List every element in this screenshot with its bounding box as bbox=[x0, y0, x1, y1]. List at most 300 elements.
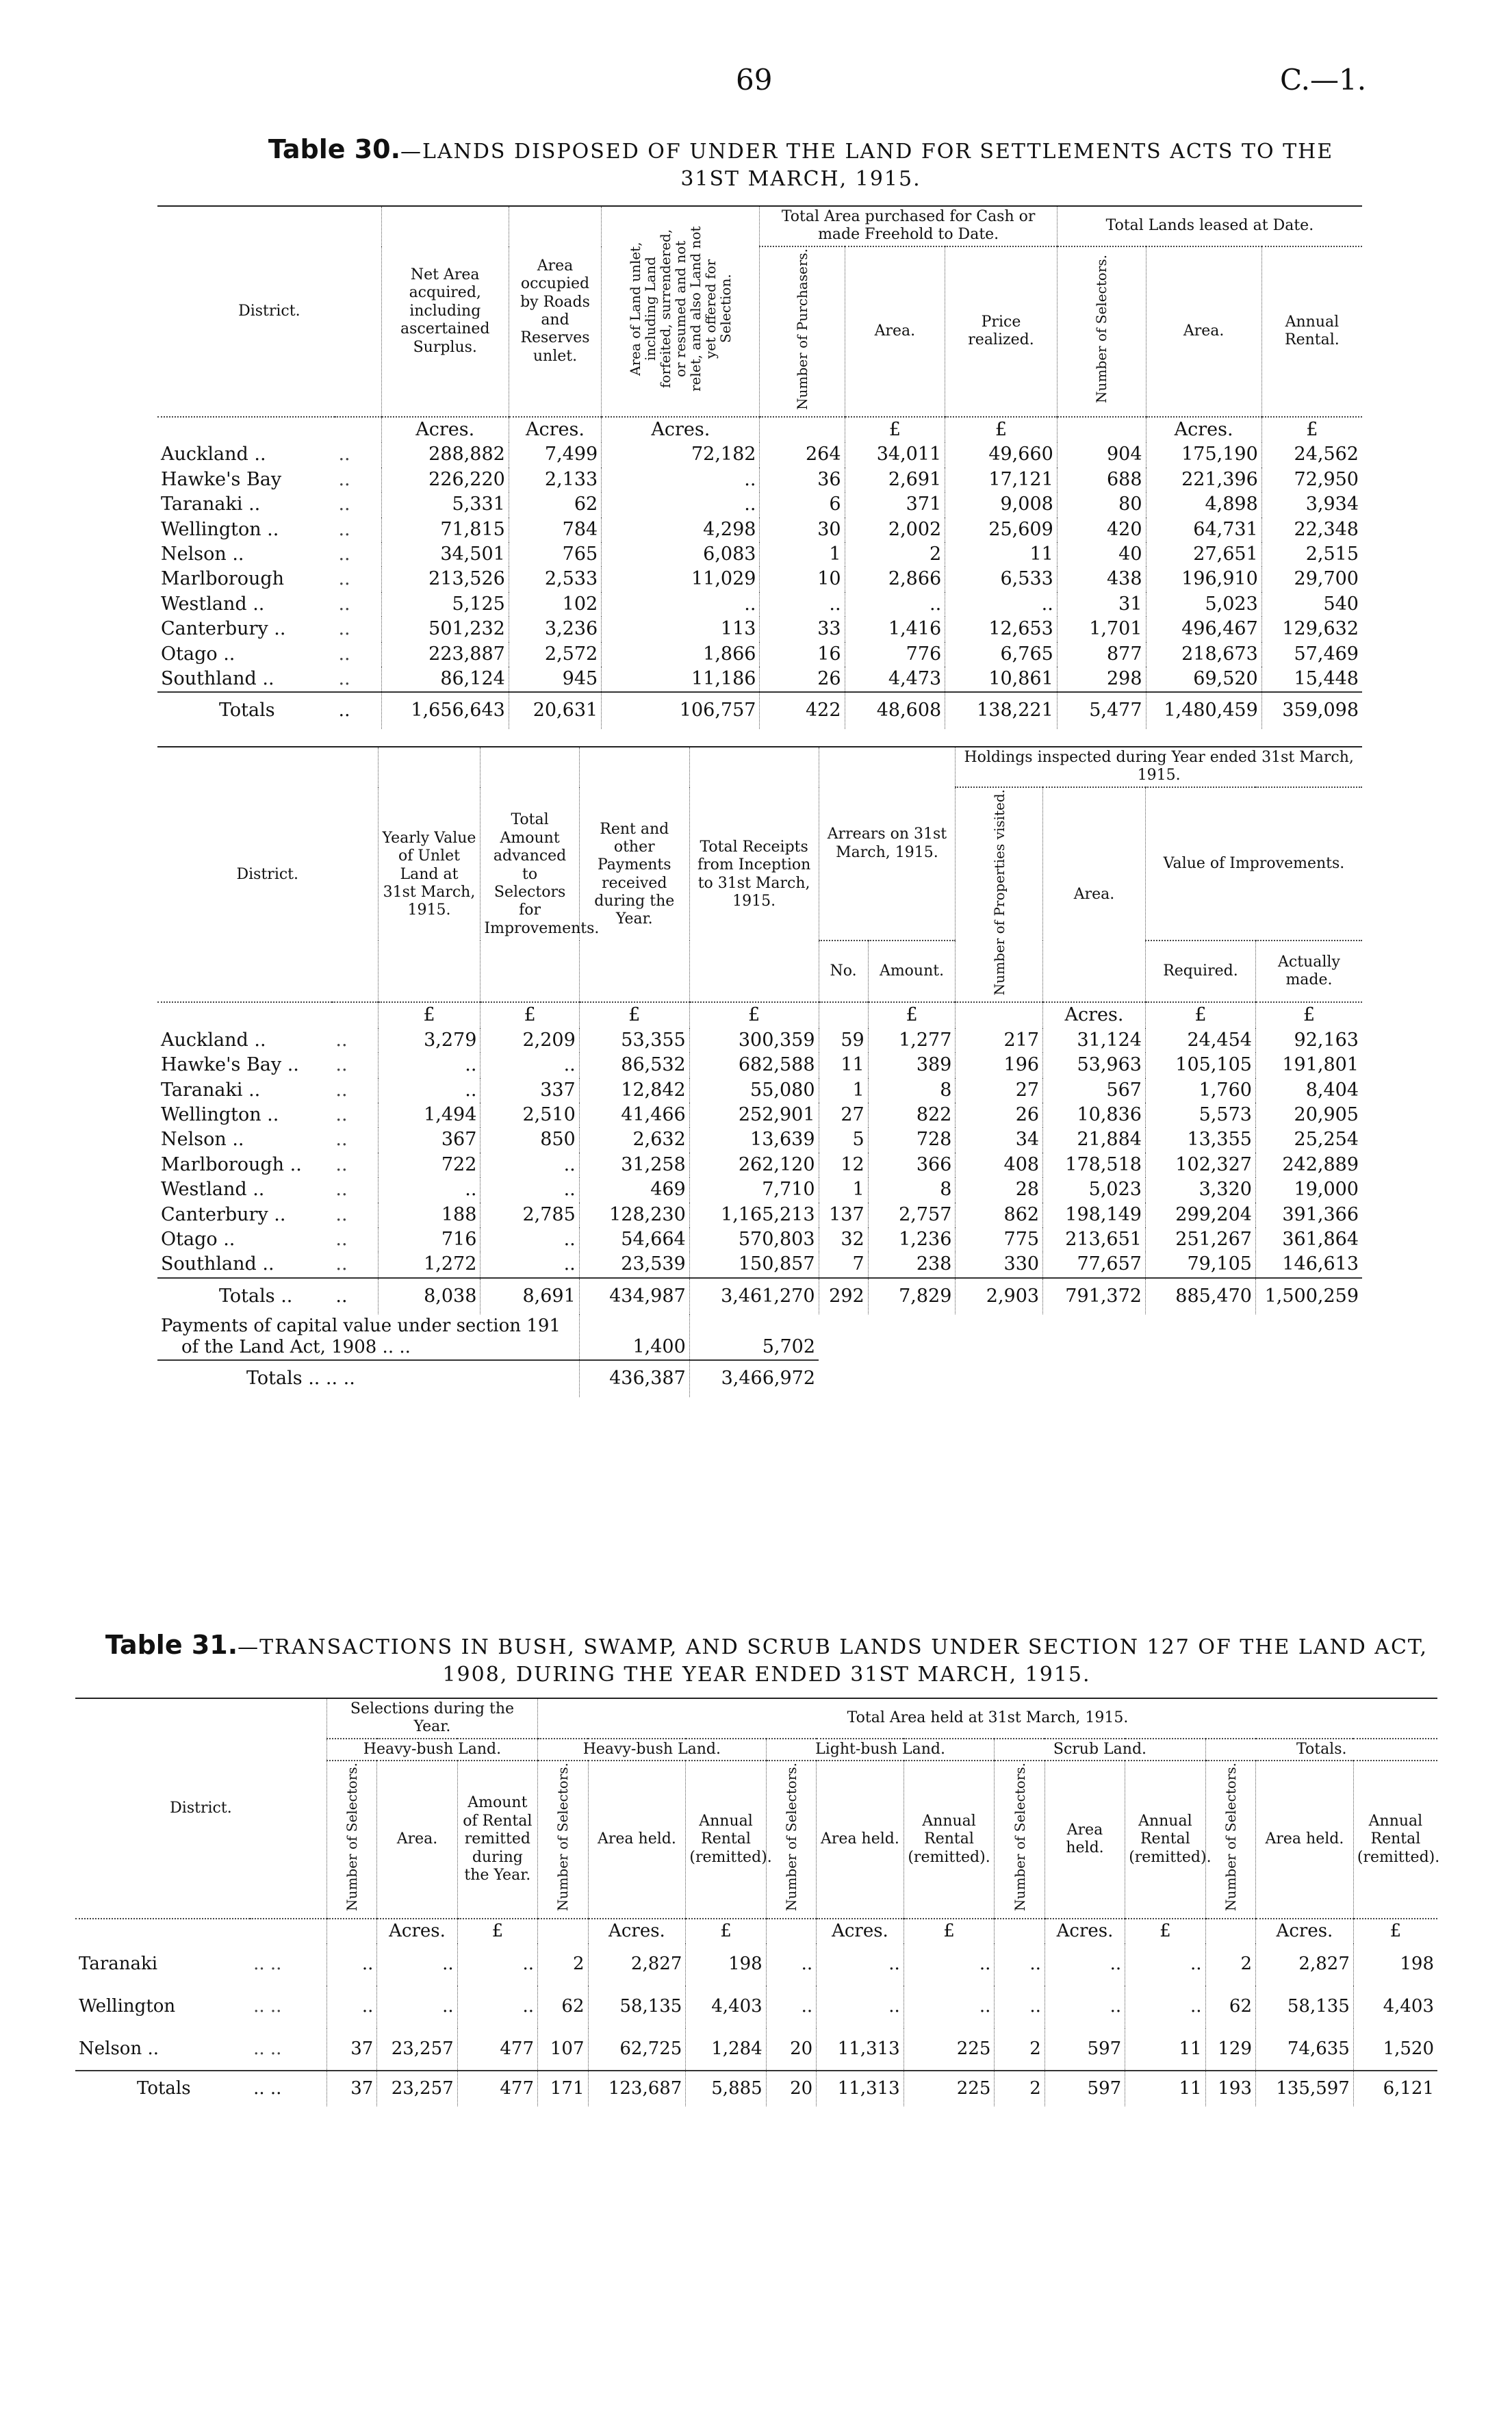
unit-label bbox=[326, 1919, 376, 1943]
col-receipts: Total Receipts from Inception to 31st March, 1915. bbox=[689, 747, 819, 1002]
unit-label: £ bbox=[868, 1002, 956, 1027]
table-cell: .. bbox=[480, 1153, 579, 1177]
table-cell: .. bbox=[995, 1986, 1045, 2028]
total-cell: 23,257 bbox=[377, 2071, 457, 2106]
table-cell: .. bbox=[480, 1177, 579, 1202]
table-cell: .. bbox=[602, 592, 760, 617]
page-number: 69 bbox=[736, 63, 773, 97]
col-selectors-3: Number of Selectors. bbox=[766, 1761, 816, 1918]
table-cell: 72,182 bbox=[602, 442, 760, 467]
leader-dots: .. bbox=[335, 1179, 348, 1201]
table-cell: 361,864 bbox=[1255, 1227, 1362, 1252]
total-cell: 477 bbox=[457, 2071, 537, 2106]
table-row bbox=[157, 1153, 1362, 1177]
unit-label: £ bbox=[1353, 1919, 1437, 1943]
table-row bbox=[157, 517, 1362, 542]
district-name: Auckland .. bbox=[161, 444, 266, 465]
table-cell: 21,884 bbox=[1043, 1127, 1146, 1152]
district-name: Wellington .. bbox=[161, 1103, 279, 1125]
district-name: Otago .. bbox=[161, 643, 235, 665]
group-totals: Totals. bbox=[1205, 1739, 1437, 1761]
table-cell: 40 bbox=[1057, 542, 1146, 567]
table-cell: 11,186 bbox=[602, 667, 760, 692]
leader-dots: .. bbox=[338, 494, 350, 515]
unit-label: Acres. bbox=[381, 417, 509, 442]
table-cell: 13,639 bbox=[689, 1127, 819, 1152]
col-arrears-no: No. bbox=[819, 941, 868, 1002]
table-cell: 298 bbox=[1057, 667, 1146, 692]
table-cell: 2,632 bbox=[579, 1127, 689, 1152]
table-cell: 2,209 bbox=[480, 1028, 579, 1053]
table-cell: 198 bbox=[1353, 1943, 1437, 1986]
table-cell: 408 bbox=[956, 1153, 1043, 1177]
table-cell: 27 bbox=[819, 1103, 868, 1127]
col-leased-area: Area. bbox=[1146, 246, 1261, 417]
table-cell: 6,533 bbox=[945, 567, 1058, 591]
table-cell: .. bbox=[766, 1986, 816, 2028]
units-row bbox=[157, 1002, 1362, 1027]
table-cell: 225 bbox=[904, 2028, 995, 2071]
table-31-title bbox=[82, 1629, 1451, 1687]
table-cell: 264 bbox=[760, 442, 845, 467]
leader-dots: .. bbox=[335, 1079, 348, 1101]
district-name: Hawke's Bay bbox=[161, 468, 282, 490]
district-name: Canterbury .. bbox=[161, 1203, 286, 1225]
col-area-held-2: Area held. bbox=[588, 1761, 686, 1918]
table-cell: 41,466 bbox=[579, 1103, 689, 1127]
table-cell: 4,403 bbox=[686, 1986, 766, 2028]
table-cell: 904 bbox=[1057, 442, 1146, 467]
table-cell: 62,725 bbox=[588, 2028, 686, 2071]
table-cell: 11 bbox=[945, 542, 1058, 567]
unit-label: Acres. bbox=[588, 1919, 686, 1943]
table-cell: 300,359 bbox=[689, 1028, 819, 1053]
col-unlet: Area of Land unlet, including Land forfeited, surrendered, or resumed and not relet, and also Land not yet offered for Selection. bbox=[602, 206, 760, 417]
table-cell: 8 bbox=[868, 1177, 956, 1202]
table-cell: 23,539 bbox=[579, 1252, 689, 1277]
group-selections: Selections during the Year. bbox=[326, 1698, 537, 1739]
table-cell: 102 bbox=[509, 592, 601, 617]
table-cell: 86,532 bbox=[579, 1053, 689, 1077]
grand-totals-label: Totals .. .. .. bbox=[157, 1360, 579, 1396]
table-cell: 11,313 bbox=[817, 2028, 904, 2071]
table-cell: 102,327 bbox=[1145, 1153, 1255, 1177]
grand-totals-receipts: 3,466,972 bbox=[689, 1360, 819, 1396]
table-row bbox=[157, 1252, 1362, 1277]
table-cell: 27,651 bbox=[1146, 542, 1261, 567]
leader-dots: .. bbox=[338, 618, 350, 640]
total-cell: 106,757 bbox=[602, 692, 760, 728]
table-row bbox=[157, 1203, 1362, 1227]
table-row bbox=[157, 1103, 1362, 1127]
table-cell: 178,518 bbox=[1043, 1153, 1146, 1177]
table-cell: 36 bbox=[760, 468, 845, 492]
leader-dots: .. bbox=[335, 1228, 348, 1250]
total-cell: 6,121 bbox=[1353, 2071, 1437, 2106]
table-cell: 34,011 bbox=[845, 442, 945, 467]
table-cell: 10,861 bbox=[945, 667, 1058, 692]
table-cell: .. bbox=[457, 1943, 537, 1986]
total-cell: 138,221 bbox=[945, 692, 1058, 728]
table-cell: 330 bbox=[956, 1252, 1043, 1277]
table-cell: 129,632 bbox=[1261, 617, 1362, 641]
table-cell: 146,613 bbox=[1255, 1252, 1362, 1277]
table-cell: 20 bbox=[766, 2028, 816, 2071]
table-cell: 7,710 bbox=[689, 1177, 819, 1202]
table-cell: 27 bbox=[956, 1078, 1043, 1103]
table-cell: 20,905 bbox=[1255, 1103, 1362, 1127]
table-cell: 107 bbox=[538, 2028, 588, 2071]
total-cell: 2,903 bbox=[956, 1278, 1043, 1314]
table-cell: 3,934 bbox=[1261, 492, 1362, 517]
col-inspected-area: Area. bbox=[1043, 787, 1146, 1003]
table-cell: 5,125 bbox=[381, 592, 509, 617]
table-cell: 226,220 bbox=[381, 468, 509, 492]
table-row bbox=[157, 1227, 1362, 1252]
table-cell: 72,950 bbox=[1261, 468, 1362, 492]
table-cell: 5,023 bbox=[1043, 1177, 1146, 1202]
table-row bbox=[75, 2028, 1437, 2071]
col-district: District. bbox=[157, 206, 381, 417]
table-cell: 1,236 bbox=[868, 1227, 956, 1252]
total-cell: 48,608 bbox=[845, 692, 945, 728]
unit-label: Acres. bbox=[602, 417, 760, 442]
table-cell: .. bbox=[766, 1943, 816, 1986]
table-cell: 5,331 bbox=[381, 492, 509, 517]
unit-label bbox=[760, 417, 845, 442]
table-30-title-line2: 31ST MARCH, 1915. bbox=[680, 166, 921, 191]
table-cell: 850 bbox=[480, 1127, 579, 1152]
table-cell: .. bbox=[760, 592, 845, 617]
unit-label: Acres. bbox=[1146, 417, 1261, 442]
col-selectors-1: Number of Selectors. bbox=[326, 1761, 376, 1918]
leader-dots: .. bbox=[335, 1203, 348, 1225]
table-cell: 113 bbox=[602, 617, 760, 641]
payments-receipts: 5,702 bbox=[689, 1314, 819, 1360]
table-cell: 2,133 bbox=[509, 468, 601, 492]
table-cell: 477 bbox=[457, 2028, 537, 2071]
table-cell: 188 bbox=[378, 1203, 480, 1227]
district-name: Westland .. bbox=[161, 593, 265, 615]
table-cell: 469 bbox=[579, 1177, 689, 1202]
total-cell: 11,313 bbox=[817, 2071, 904, 2106]
table-cell: 62 bbox=[538, 1986, 588, 2028]
total-cell: 5,477 bbox=[1057, 692, 1146, 728]
table-cell: 337 bbox=[480, 1078, 579, 1103]
table-cell: .. bbox=[845, 592, 945, 617]
total-cell: 434,987 bbox=[579, 1278, 689, 1314]
district-name: Nelson .. bbox=[161, 543, 244, 565]
group-light-bush: Light-bush Land. bbox=[766, 1739, 995, 1761]
table-cell: .. bbox=[817, 1943, 904, 1986]
table-cell: .. bbox=[904, 1943, 995, 1986]
table-cell: 86,124 bbox=[381, 667, 509, 692]
table-cell: 822 bbox=[868, 1103, 956, 1127]
table-cell: .. bbox=[378, 1177, 480, 1202]
totals-row bbox=[75, 2071, 1437, 2106]
table-cell: 2,691 bbox=[845, 468, 945, 492]
table-row bbox=[157, 442, 1362, 467]
table-cell: 570,803 bbox=[689, 1227, 819, 1252]
table-cell: 3,279 bbox=[378, 1028, 480, 1053]
table-cell: 540 bbox=[1261, 592, 1362, 617]
table-cell: 105,105 bbox=[1145, 1053, 1255, 1077]
district-name: Wellington .. bbox=[161, 518, 279, 540]
unit-label: Acres. bbox=[817, 1919, 904, 1943]
table-cell: 2,785 bbox=[480, 1203, 579, 1227]
table-cell: 945 bbox=[509, 667, 601, 692]
table-cell: 34 bbox=[956, 1127, 1043, 1152]
table-cell: .. bbox=[480, 1227, 579, 1252]
table-cell: 722 bbox=[378, 1153, 480, 1177]
leader-dots: .. bbox=[338, 468, 350, 490]
table-cell: 4,473 bbox=[845, 667, 945, 692]
table-cell: 7,499 bbox=[509, 442, 601, 467]
table-cell: 69,520 bbox=[1146, 667, 1261, 692]
table-cell: .. bbox=[326, 1986, 376, 2028]
table-row bbox=[157, 667, 1362, 692]
district-name: Nelson .. bbox=[161, 1129, 244, 1151]
table-cell: 252,901 bbox=[689, 1103, 819, 1127]
table-cell: 129 bbox=[1205, 2028, 1255, 2071]
table-cell: 19,000 bbox=[1255, 1177, 1362, 1202]
table-cell: 33 bbox=[760, 617, 845, 641]
table-cell: 420 bbox=[1057, 517, 1146, 542]
table-cell: 1,277 bbox=[868, 1028, 956, 1053]
col-rental-3: Annual Rental (remitted). bbox=[904, 1761, 995, 1918]
total-cell: 1,656,643 bbox=[381, 692, 509, 728]
leader-dots: .. .. bbox=[253, 1996, 282, 2017]
table-cell: 2,757 bbox=[868, 1203, 956, 1227]
district-name: Taranaki .. bbox=[161, 494, 261, 515]
table-cell: 1 bbox=[819, 1078, 868, 1103]
col-rental: Annual Rental. bbox=[1261, 246, 1362, 417]
table-cell: 10,836 bbox=[1043, 1103, 1146, 1127]
unit-label: £ bbox=[845, 417, 945, 442]
total-cell: 7,829 bbox=[868, 1278, 956, 1314]
leader-dots: .. bbox=[338, 543, 350, 565]
col-area-held-5: Area held. bbox=[1256, 1761, 1354, 1918]
total-cell: 1,500,259 bbox=[1255, 1278, 1362, 1314]
table-cell: 196,910 bbox=[1146, 567, 1261, 591]
table-cell: 2 bbox=[995, 2028, 1045, 2071]
unit-label: £ bbox=[686, 1919, 766, 1943]
table-cell: 26 bbox=[956, 1103, 1043, 1127]
table-row bbox=[157, 1177, 1362, 1202]
district-name: Nelson .. bbox=[79, 2038, 159, 2059]
unit-label: £ bbox=[378, 1002, 480, 1027]
leader-dots: .. bbox=[335, 1029, 348, 1051]
table-cell: 58,135 bbox=[588, 1986, 686, 2028]
col-selectors-2: Number of Selectors. bbox=[538, 1761, 588, 1918]
district-name: Westland .. bbox=[161, 1179, 265, 1201]
table-cell: 2 bbox=[1205, 1943, 1255, 1986]
table-cell: 5 bbox=[819, 1127, 868, 1152]
table-cell: 32 bbox=[819, 1227, 868, 1252]
col-purchasers: Number of Purchasers. bbox=[760, 246, 845, 417]
table-cell: .. bbox=[995, 1943, 1045, 1986]
table-cell: 501,232 bbox=[381, 617, 509, 641]
unit-label: £ bbox=[480, 1002, 579, 1027]
leader-dots: .. bbox=[338, 518, 350, 540]
col-selectors-4: Number of Selectors. bbox=[995, 1761, 1045, 1918]
district-name: Otago .. bbox=[161, 1228, 235, 1250]
col-net-area: Net Area acquired, including ascertained Surplus. bbox=[381, 206, 509, 417]
table-cell: .. bbox=[377, 1986, 457, 2028]
table-cell: 496,467 bbox=[1146, 617, 1261, 641]
table-cell: 31,258 bbox=[579, 1153, 689, 1177]
col-area-1: Area. bbox=[377, 1761, 457, 1918]
col-area-held-4: Area held. bbox=[1045, 1761, 1125, 1918]
total-cell: 292 bbox=[819, 1278, 868, 1314]
table-cell: 12 bbox=[819, 1153, 868, 1177]
col-selectors: Number of Selectors. bbox=[1057, 246, 1146, 417]
unit-label: £ bbox=[1145, 1002, 1255, 1027]
table-cell: 217 bbox=[956, 1028, 1043, 1053]
table-row bbox=[157, 617, 1362, 641]
col-roads: Area occupied by Roads and Reserves unlet. bbox=[509, 206, 601, 417]
table-31 bbox=[75, 1698, 1440, 2106]
group-purchased: Total Area purchased for Cash or made Freehold to Date. bbox=[760, 206, 1057, 246]
table-row bbox=[157, 1053, 1362, 1077]
total-cell: 597 bbox=[1045, 2071, 1125, 2106]
table-cell: 299,204 bbox=[1145, 1203, 1255, 1227]
table-cell: 2,827 bbox=[1256, 1943, 1354, 1986]
table-cell: 15,448 bbox=[1261, 667, 1362, 692]
group-holdings: Holdings inspected during Year ended 31st March, 1915. bbox=[956, 747, 1362, 787]
table-cell: 57,469 bbox=[1261, 642, 1362, 667]
table-cell: 438 bbox=[1057, 567, 1146, 591]
table-31-title-text: —TRANSACTIONS IN BUSH, SWAMP, AND SCRUB LANDS UNDER SECTION 127 OF THE LAND ACT, bbox=[238, 1635, 1428, 1659]
total-cell: 3,461,270 bbox=[689, 1278, 819, 1314]
total-cell: 11 bbox=[1125, 2071, 1205, 2106]
leader-dots: .. bbox=[335, 692, 381, 728]
total-cell: 8,691 bbox=[480, 1278, 579, 1314]
total-cell: 171 bbox=[538, 2071, 588, 2106]
table-cell: .. bbox=[377, 1943, 457, 1986]
col-rental-4: Annual Rental (remitted). bbox=[1125, 1761, 1205, 1918]
table-cell: 4,298 bbox=[602, 517, 760, 542]
unit-label: Acres. bbox=[377, 1919, 457, 1943]
table-cell: 29,700 bbox=[1261, 567, 1362, 591]
table-cell: .. bbox=[457, 1986, 537, 2028]
group-value-improvements: Value of Improvements. bbox=[1145, 787, 1362, 941]
district-name: Taranaki .. bbox=[161, 1079, 261, 1101]
table-cell: .. bbox=[1045, 1943, 1125, 1986]
table-cell: 24,454 bbox=[1145, 1028, 1255, 1053]
table-cell: 728 bbox=[868, 1127, 956, 1152]
table-cell: 198 bbox=[686, 1943, 766, 1986]
table-cell: 80 bbox=[1057, 492, 1146, 517]
table-cell: 1 bbox=[760, 542, 845, 567]
table-31-label: Table 31. bbox=[105, 1630, 238, 1660]
table-cell: 13,355 bbox=[1145, 1127, 1255, 1152]
col-district-31: District. bbox=[75, 1698, 326, 1919]
table-cell: 784 bbox=[509, 517, 601, 542]
table-cell: 16 bbox=[760, 642, 845, 667]
district-name: Southland .. bbox=[161, 1253, 274, 1275]
table-cell: 62 bbox=[1205, 1986, 1255, 2028]
table-cell: 5,023 bbox=[1146, 592, 1261, 617]
table-cell: 366 bbox=[868, 1153, 956, 1177]
unit-label: £ bbox=[904, 1919, 995, 1943]
unit-label: £ bbox=[689, 1002, 819, 1027]
leader-dots: .. .. bbox=[253, 2038, 282, 2059]
table-cell: .. bbox=[602, 468, 760, 492]
table-cell: 175,190 bbox=[1146, 442, 1261, 467]
table-cell: 567 bbox=[1043, 1078, 1146, 1103]
table-cell: .. bbox=[480, 1053, 579, 1077]
table-cell: 31,124 bbox=[1043, 1028, 1146, 1053]
table-cell: 11 bbox=[819, 1053, 868, 1077]
table-cell: 150,857 bbox=[689, 1252, 819, 1277]
total-cell: 193 bbox=[1205, 2071, 1255, 2106]
table-cell: .. bbox=[817, 1986, 904, 2028]
table-cell: 137 bbox=[819, 1203, 868, 1227]
table-cell: 2,510 bbox=[480, 1103, 579, 1127]
col-district-2: District. bbox=[157, 747, 378, 1002]
table-row bbox=[157, 492, 1362, 517]
totals-label: Totals .. bbox=[157, 1278, 332, 1314]
table-cell: 223,887 bbox=[381, 642, 509, 667]
table-row bbox=[157, 567, 1362, 591]
col-selectors-5: Number of Selectors. bbox=[1205, 1761, 1255, 1918]
total-cell: 5,885 bbox=[686, 2071, 766, 2106]
table-cell: 9,008 bbox=[945, 492, 1058, 517]
unit-label bbox=[1205, 1919, 1255, 1943]
table-cell: 7 bbox=[819, 1252, 868, 1277]
table-cell: 242,889 bbox=[1255, 1153, 1362, 1177]
totals-label: Totals bbox=[157, 692, 335, 728]
leader-dots: .. bbox=[335, 1129, 348, 1151]
table-cell: 10 bbox=[760, 567, 845, 591]
table-cell: 238 bbox=[868, 1252, 956, 1277]
table-cell: 24,562 bbox=[1261, 442, 1362, 467]
table-cell: 2,827 bbox=[588, 1943, 686, 1986]
table-cell: 53,963 bbox=[1043, 1053, 1146, 1077]
table-cell: 74,635 bbox=[1256, 2028, 1354, 2071]
leader-dots: .. bbox=[335, 1153, 348, 1175]
table-cell: 213,651 bbox=[1043, 1227, 1146, 1252]
unit-label bbox=[956, 1002, 1043, 1027]
unit-label: £ bbox=[1261, 417, 1362, 442]
col-arrears-amount: Amount. bbox=[868, 941, 956, 1002]
col-rental-2: Annual Rental (remitted). bbox=[686, 1761, 766, 1918]
unit-label: Acres. bbox=[1256, 1919, 1354, 1943]
district-name: Marlborough .. bbox=[161, 1153, 302, 1175]
table-cell: 26 bbox=[760, 667, 845, 692]
table-cell: 2,572 bbox=[509, 642, 601, 667]
table-cell: 191,801 bbox=[1255, 1053, 1362, 1077]
total-cell: 791,372 bbox=[1043, 1278, 1146, 1314]
units-row bbox=[75, 1919, 1437, 1943]
group-leased: Total Lands leased at Date. bbox=[1057, 206, 1362, 246]
table-cell: 30 bbox=[760, 517, 845, 542]
table-cell: 22,348 bbox=[1261, 517, 1362, 542]
table-30-title-text: —LANDS DISPOSED OF UNDER THE LAND FOR SETTLEMENTS ACTS TO THE bbox=[400, 140, 1334, 164]
table-cell: .. bbox=[602, 492, 760, 517]
district-name: Auckland .. bbox=[161, 1029, 266, 1051]
table-cell: .. bbox=[1125, 1986, 1205, 2028]
table-cell: 221,396 bbox=[1146, 468, 1261, 492]
leader-dots: .. .. bbox=[253, 1954, 282, 1975]
group-total-area: Total Area held at 31st March, 1915. bbox=[538, 1698, 1437, 1739]
district-name: Marlborough bbox=[161, 568, 285, 590]
group-heavy-bush-held: Heavy-bush Land. bbox=[538, 1739, 767, 1761]
total-cell: 2 bbox=[995, 2071, 1045, 2106]
table-row bbox=[157, 1078, 1362, 1103]
total-cell: 135,597 bbox=[1256, 2071, 1354, 2106]
